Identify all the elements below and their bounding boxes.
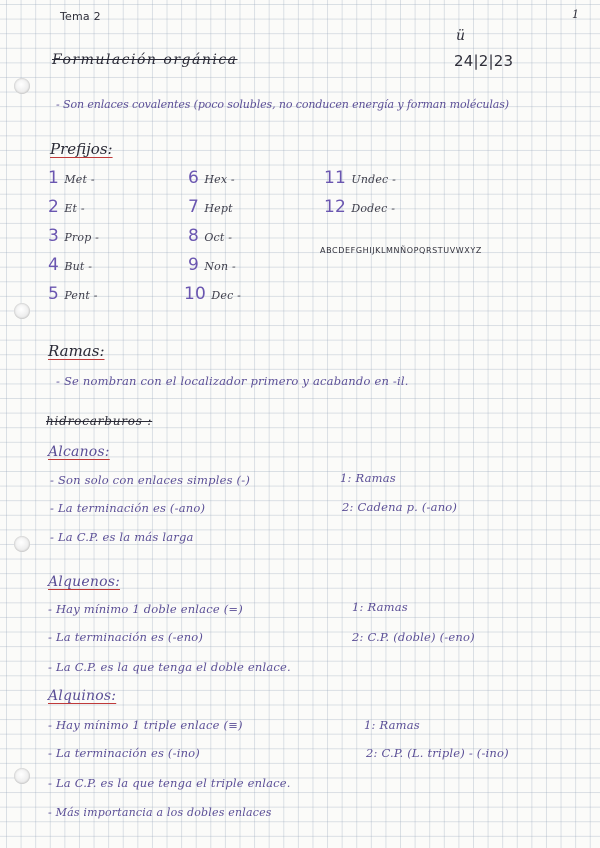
alquinos-line: - La terminación es (-ino) bbox=[48, 746, 200, 760]
page-date: 24|2|23 bbox=[454, 52, 514, 70]
prefix-text: Hept bbox=[204, 202, 233, 215]
prefix-number: 9 bbox=[188, 255, 200, 275]
prefix-text: Pent - bbox=[64, 289, 98, 302]
alquenos-heading: Alquenos: bbox=[48, 574, 120, 590]
alcanos-line: - La C.P. es la más larga bbox=[50, 530, 194, 544]
prefix-item bbox=[188, 168, 235, 188]
binder-hole bbox=[14, 78, 30, 94]
prefix-number: 3 bbox=[48, 226, 60, 246]
prefix-number: 12 bbox=[324, 197, 347, 217]
prefix-item bbox=[188, 197, 233, 217]
binder-hole bbox=[14, 303, 30, 319]
corner-mark: 1 bbox=[572, 8, 580, 21]
alquinos-note: 2: C.P. (L. triple) - (-ino) bbox=[366, 746, 509, 760]
alcanos-line: - Son solo con enlaces simples (-) bbox=[50, 473, 251, 487]
prefix-text: Et - bbox=[64, 202, 85, 215]
prefix-item bbox=[48, 255, 92, 275]
prefix-item bbox=[188, 226, 232, 246]
prefix-item bbox=[188, 255, 236, 275]
alquinos-line: - Hay mínimo 1 triple enlace (≡) bbox=[48, 718, 243, 732]
prefix-text: Undec - bbox=[351, 173, 397, 186]
alquenos-line: - Hay mínimo 1 doble enlace (=) bbox=[48, 602, 243, 616]
prefix-number: 4 bbox=[48, 255, 60, 275]
prefixes-heading: Prefijos: bbox=[50, 140, 113, 158]
prefix-item bbox=[48, 284, 98, 304]
intro-line: - Son enlaces covalentes (poco solubles, no conducen energía y forman moléculas) bbox=[56, 98, 509, 111]
binder-hole bbox=[14, 768, 30, 784]
prefix-number: 7 bbox=[188, 197, 200, 217]
alquinos-line: - La C.P. es la que tenga el triple enlace. bbox=[48, 776, 291, 790]
alcanos-note: 2: Cadena p. (-ano) bbox=[342, 500, 458, 514]
binder-hole bbox=[14, 536, 30, 552]
alcanos-heading: Alcanos: bbox=[48, 444, 110, 460]
prefix-item bbox=[48, 226, 99, 246]
prefix-item bbox=[48, 168, 95, 188]
ramas-line: - Se nombran con el localizador primero y acabando en -il. bbox=[56, 374, 409, 388]
prefix-number: 8 bbox=[188, 226, 200, 246]
prefix-item bbox=[184, 284, 241, 304]
ramas-heading: Ramas: bbox=[48, 342, 105, 360]
prefix-text: Non - bbox=[204, 260, 236, 273]
alquenos-line: - La terminación es (-eno) bbox=[48, 630, 204, 644]
alquinos-note: 1: Ramas bbox=[364, 718, 420, 732]
alquinos-line: - Más importancia a los dobles enlaces bbox=[48, 806, 272, 819]
prefix-number: 2 bbox=[48, 197, 60, 217]
prefix-number: 10 bbox=[184, 284, 207, 304]
prefix-text: Dodec - bbox=[351, 202, 396, 215]
prefix-number: 6 bbox=[188, 168, 200, 188]
alcanos-note: 1: Ramas bbox=[340, 471, 396, 485]
prefix-number: 5 bbox=[48, 284, 60, 304]
prefix-text: Met - bbox=[64, 173, 95, 186]
hidrocarburos-heading: hidrocarburos : bbox=[46, 414, 153, 428]
prefix-text: Hex - bbox=[204, 173, 235, 186]
prefix-text: Oct - bbox=[204, 231, 233, 244]
alquenos-note: 1: Ramas bbox=[352, 600, 408, 614]
smiley-doodle: ü bbox=[456, 28, 466, 44]
alquinos-heading: Alquinos: bbox=[48, 688, 117, 704]
prefix-item bbox=[324, 168, 396, 188]
alquenos-note: 2: C.P. (doble) (-eno) bbox=[352, 630, 475, 644]
page-title: Formulación orgánica bbox=[52, 52, 238, 68]
prefix-text: Dec - bbox=[211, 289, 242, 302]
alphabet-line: ABCDEFGHIJKLMNÑOPQRSTUVWXYZ bbox=[320, 246, 482, 255]
prefix-text: Prop - bbox=[64, 231, 100, 244]
prefix-text: But - bbox=[64, 260, 93, 273]
alcanos-line: - La terminación es (-ano) bbox=[50, 501, 206, 515]
prefix-item bbox=[324, 197, 395, 217]
alquenos-line: - La C.P. es la que tenga el doble enlace. bbox=[48, 660, 291, 674]
prefix-item bbox=[48, 197, 85, 217]
prefix-number: 1 bbox=[48, 168, 60, 188]
topic-label: Tema 2 bbox=[60, 10, 101, 23]
prefix-number: 11 bbox=[324, 168, 347, 188]
